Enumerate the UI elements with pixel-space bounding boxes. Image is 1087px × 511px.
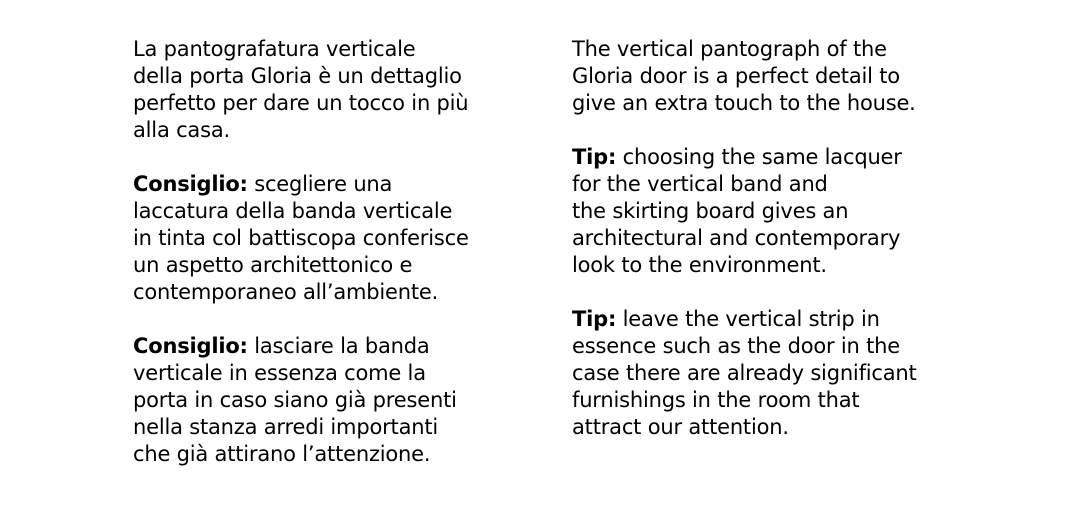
italian-tip-1-paragraph — [133, 171, 553, 306]
english-tip-2-line: case there are already significant — [572, 361, 917, 385]
italian-column — [133, 36, 553, 468]
italian-tip-1-first-line — [133, 171, 553, 198]
italian-tip-2-line: nella stanza arredi importanti — [133, 415, 439, 439]
italian-intro-line: alla casa. — [133, 118, 230, 142]
english-tip-1-line: the skirting board gives an — [572, 199, 849, 223]
english-tip-1-line: look to the environment. — [572, 253, 827, 277]
tip-label: Consiglio: — [133, 334, 248, 358]
english-tip-2-line: furnishings in the room that — [572, 388, 860, 412]
english-tip-2-line: attract our attention. — [572, 415, 789, 439]
italian-tip-2-line: che già attirano l’attenzione. — [133, 442, 431, 466]
english-tip-2-line: essence such as the door in the — [572, 334, 900, 358]
english-column — [572, 36, 1012, 441]
italian-tip-1-line: laccatura della banda verticale — [133, 199, 453, 223]
english-intro-line: The vertical pantograph of the — [572, 37, 887, 61]
italian-intro-line: La pantografatura verticale — [133, 37, 416, 61]
tip-label: Tip: — [572, 145, 617, 169]
english-tip-1-first-line — [572, 144, 1012, 171]
italian-tip-2-paragraph — [133, 333, 553, 468]
english-intro-paragraph — [572, 36, 1012, 117]
italian-intro-line: perfetto per dare un tocco in più — [133, 91, 469, 115]
italian-intro-line: della porta Gloria è un dettaglio — [133, 64, 462, 88]
italian-tip-1-line: un aspetto architettonico e — [133, 253, 413, 277]
tip-text: lasciare la banda — [247, 334, 430, 358]
italian-intro-paragraph — [133, 36, 553, 144]
english-tip-2-paragraph — [572, 306, 1012, 441]
italian-tip-1-line: in tinta col battiscopa conferisce — [133, 226, 469, 250]
english-tip-1-paragraph — [572, 144, 1012, 279]
english-tip-1-line: architectural and contemporary — [572, 226, 901, 250]
italian-tip-2-line: porta in caso siano già presenti — [133, 388, 457, 412]
tip-label: Consiglio: — [133, 172, 248, 196]
english-intro-line: give an extra touch to the house. — [572, 91, 916, 115]
english-intro-line: Gloria door is a perfect detail to — [572, 64, 900, 88]
english-tip-1-line: for the vertical band and — [572, 172, 828, 196]
italian-tip-1-line: contemporaneo all’ambiente. — [133, 280, 439, 304]
tip-text: leave the vertical strip in — [616, 307, 880, 331]
tip-text: scegliere una — [247, 172, 393, 196]
italian-tip-2-first-line — [133, 333, 553, 360]
italian-tip-2-line: verticale in essenza come la — [133, 361, 426, 385]
tip-label: Tip: — [572, 307, 617, 331]
english-tip-2-first-line — [572, 306, 1012, 333]
tip-text: choosing the same lacquer — [616, 145, 902, 169]
